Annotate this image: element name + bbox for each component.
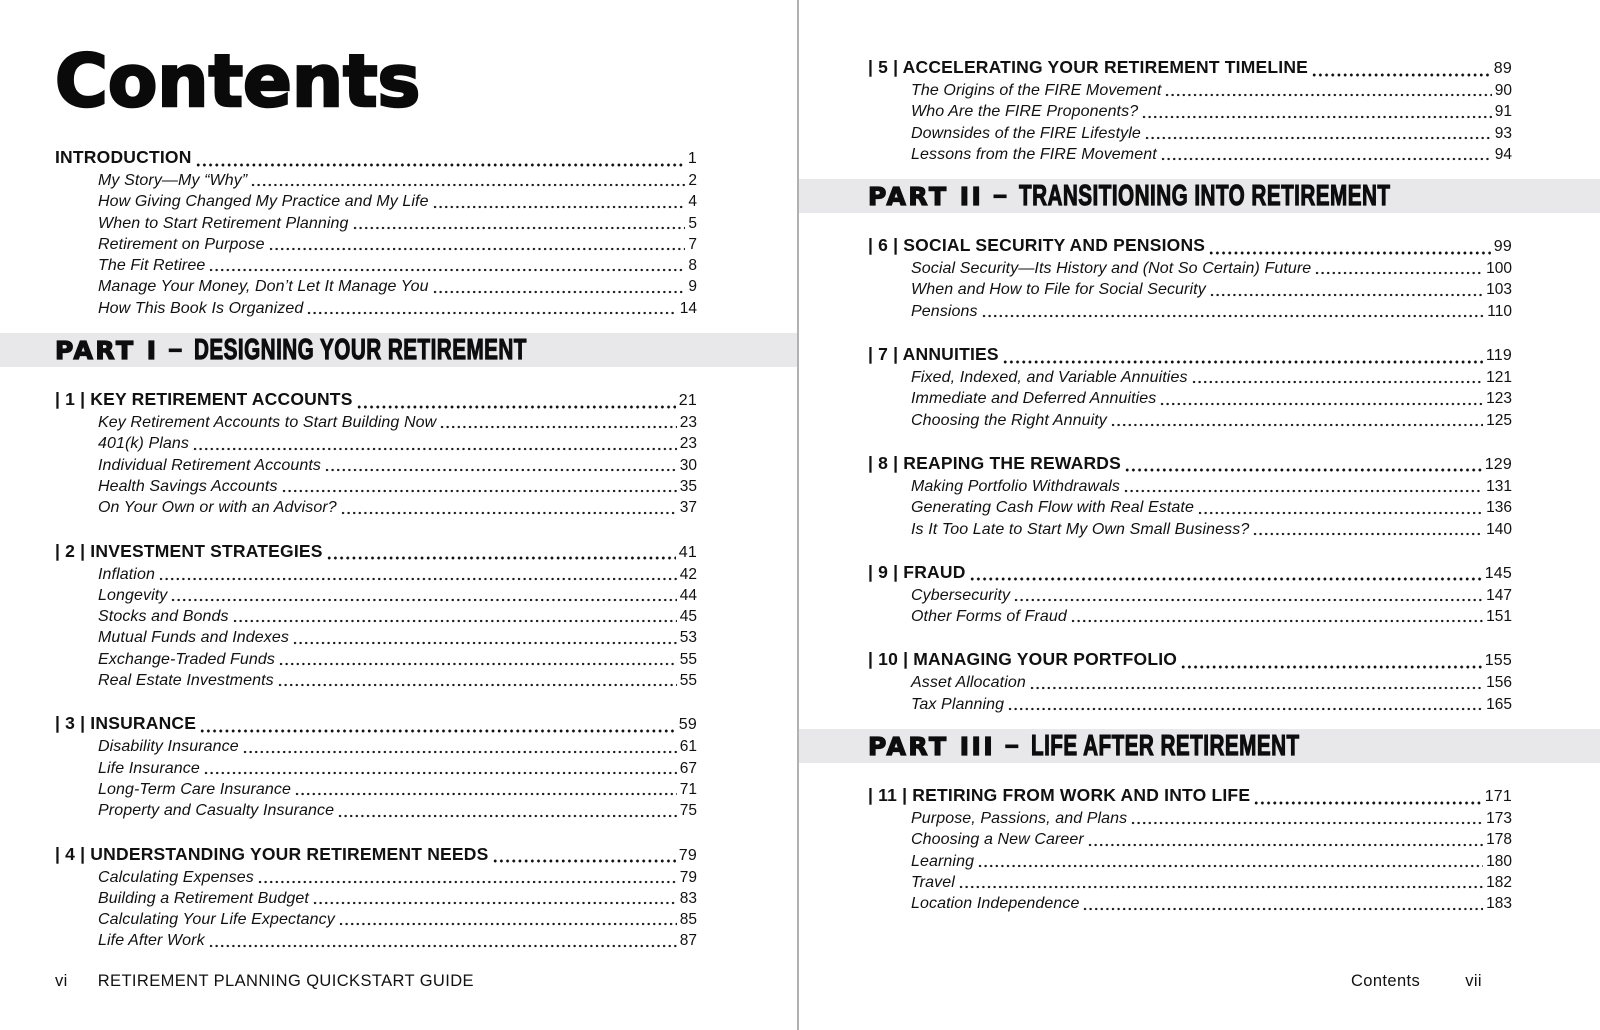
dot-leader: [171, 597, 676, 603]
page-number: 85: [679, 911, 697, 929]
item-title: Building a Retirement Budget: [98, 889, 309, 907]
page-number: 178: [1486, 831, 1512, 849]
toc-chapter-heading: [868, 234, 1512, 258]
item-title: Exchange-Traded Funds: [98, 650, 276, 668]
dot-leader: [353, 225, 686, 231]
page-number: 180: [1486, 852, 1512, 870]
page-number: 37: [679, 499, 697, 517]
dot-leader: [258, 879, 677, 885]
chapter-title: | 7 | ANNUITIES: [868, 344, 999, 365]
item-title: Calculating Expenses: [98, 868, 254, 886]
toc-chapter-heading: [868, 56, 1512, 80]
chapter-items: [868, 585, 1512, 628]
item-title: Location Independence: [911, 895, 1080, 913]
part-title: TRANSITIONING INTO RETIREMENT: [1018, 178, 1391, 212]
toc-item: [55, 670, 697, 691]
chapter-title: | 1 | KEY RETIREMENT ACCOUNTS: [55, 389, 353, 410]
toc-item: [868, 101, 1512, 122]
toc-chapter-heading: [868, 343, 1512, 367]
toc-item: [868, 808, 1512, 829]
page-number: 183: [1486, 895, 1512, 913]
toc-chapter-heading: [55, 388, 697, 412]
toc-chapter: [55, 843, 697, 952]
page-number: 21: [678, 392, 697, 410]
right-page: [799, 0, 1600, 1030]
toc-item: [868, 279, 1512, 300]
toc-item: [55, 585, 697, 606]
page-number: 147: [1486, 586, 1512, 604]
toc-item: [55, 909, 697, 930]
dot-leader: [327, 555, 676, 561]
dot-leader: [433, 289, 686, 295]
dot-leader: [493, 858, 676, 864]
dot-leader: [1142, 114, 1492, 120]
dot-leader: [1160, 401, 1483, 407]
toc-chapter: [55, 146, 697, 319]
chapter-items: [55, 867, 697, 952]
dot-leader: [970, 576, 1482, 582]
chapter-title: | 8 | REAPING THE REWARDS: [868, 452, 1122, 473]
chapter-title: | 3 | INSURANCE: [55, 713, 197, 734]
page-number: 119: [1485, 347, 1512, 365]
toc-item: [55, 649, 697, 670]
toc-item: [868, 519, 1512, 540]
toc-item: [55, 800, 697, 821]
page-number: 42: [679, 565, 697, 583]
page-number: 99: [1493, 238, 1512, 256]
toc-item: [55, 255, 697, 276]
toc-item: [868, 80, 1512, 101]
toc-item: [868, 476, 1512, 497]
toc-item: [55, 276, 697, 297]
dot-leader: [278, 682, 677, 688]
item-title: The Fit Retiree: [98, 257, 206, 275]
page-number: 103: [1486, 281, 1512, 299]
dot-leader: [313, 900, 677, 906]
dot-leader: [307, 310, 676, 316]
toc-item: [868, 893, 1512, 914]
item-title: 401(k) Plans: [98, 435, 190, 453]
dot-leader: [193, 446, 677, 452]
page-number: 136: [1486, 499, 1512, 517]
dot-leader: [1210, 292, 1483, 298]
toc-item: [55, 234, 697, 255]
chapter-title: | 10 | MANAGING YOUR PORTFOLIO: [868, 649, 1178, 670]
page-number: 79: [679, 868, 697, 886]
dot-leader: [959, 884, 1483, 890]
dot-leader: [1008, 706, 1483, 712]
toc-item: [55, 433, 697, 454]
page-number: 55: [679, 672, 697, 690]
item-title: Pensions: [911, 302, 978, 320]
page-title: Contents: [55, 39, 421, 123]
item-title: Asset Allocation: [911, 674, 1026, 692]
page-number: 71: [679, 780, 697, 798]
page-number: 93: [1494, 124, 1512, 142]
page-number: 125: [1486, 411, 1512, 429]
toc-item: [868, 497, 1512, 518]
toc-item: [868, 672, 1512, 693]
dot-leader: [209, 943, 677, 949]
item-title: Key Retirement Accounts to Start Building Now: [98, 414, 437, 432]
toc-chapter-heading: [55, 712, 697, 736]
page-number: 9: [688, 278, 697, 296]
dot-leader: [1003, 359, 1483, 365]
toc-item: [868, 606, 1512, 627]
page-number: 155: [1484, 652, 1512, 670]
part-dash: –: [168, 336, 182, 364]
page-number: 165: [1486, 695, 1512, 713]
toc-item: [868, 851, 1512, 872]
page-number: 171: [1484, 788, 1512, 806]
chapter-items: [55, 170, 697, 319]
right-toc: [868, 56, 1512, 915]
chapter-items: [55, 736, 697, 821]
dot-leader: [1111, 422, 1483, 428]
running-title: RETIREMENT PLANNING QUICKSTART GUIDE: [97, 972, 474, 990]
dot-leader: [282, 488, 677, 494]
page-number: 87: [679, 932, 697, 950]
toc-chapter: [868, 561, 1512, 628]
dot-leader: [1014, 597, 1483, 603]
part-label: PART I: [55, 335, 159, 365]
dot-leader: [1209, 250, 1491, 256]
item-title: Disability Insurance: [98, 738, 239, 756]
item-title: Property and Casualty Insurance: [98, 802, 335, 820]
item-title: Inflation: [98, 565, 155, 583]
chapter-items: [55, 412, 697, 518]
item-title: Choosing a New Career: [911, 831, 1084, 849]
toc-item: [55, 867, 697, 888]
dot-leader: [243, 749, 677, 755]
item-title: Generating Cash Flow with Real Estate: [911, 499, 1194, 517]
page-number: 30: [679, 456, 697, 474]
item-title: Tax Planning: [911, 695, 1005, 713]
toc-chapter: [868, 452, 1512, 540]
item-title: Social Security—Its History and (Not So Certain) Future: [911, 260, 1312, 278]
toc-chapter-heading: [868, 452, 1512, 476]
toc-item: [55, 606, 697, 627]
toc-item: [868, 410, 1512, 431]
toc-item: [55, 627, 697, 648]
toc-item: [55, 888, 697, 909]
chapter-items: [55, 564, 697, 692]
chapter-items: [868, 672, 1512, 715]
toc-item: [55, 476, 697, 497]
chapter-title: INTRODUCTION: [55, 147, 192, 167]
toc-item: [55, 191, 697, 212]
part-dash: –: [1005, 732, 1019, 760]
page-number: 79: [678, 846, 697, 864]
dot-leader: [357, 404, 676, 410]
toc-item: [868, 585, 1512, 606]
item-title: Downsides of the FIRE Lifestyle: [911, 124, 1141, 142]
item-title: On Your Own or with an Advisor?: [98, 499, 337, 517]
page-number: 110: [1487, 302, 1512, 320]
toc-item: [55, 170, 697, 191]
page-number: 35: [679, 477, 697, 495]
item-title: Calculating Your Life Expectancy: [98, 911, 335, 929]
toc-item: [55, 455, 697, 476]
dot-leader: [293, 640, 677, 646]
page-number: 123: [1486, 390, 1512, 408]
folio-left: vi: [55, 972, 68, 990]
item-title: Retirement on Purpose: [98, 235, 265, 253]
chapter-title: | 2 | INVESTMENT STRATEGIES: [55, 540, 323, 561]
item-title: When and How to File for Social Security: [911, 281, 1206, 299]
part-heading-band: [0, 333, 797, 367]
toc-item: [868, 694, 1512, 715]
page-number: 173: [1486, 810, 1512, 828]
item-title: My Story—My “Why”: [98, 172, 248, 189]
toc-chapter: [868, 784, 1512, 914]
part-heading-band: [799, 729, 1600, 763]
item-title: Travel: [911, 873, 955, 891]
toc-chapter: [55, 712, 697, 821]
item-title: Is It Too Late to Start My Own Small Business?: [911, 520, 1250, 538]
chapter-title: | 4 | UNDERSTANDING YOUR RETIREMENT NEEDS: [55, 843, 489, 864]
running-label: Contents: [1350, 972, 1421, 990]
page-number: 1: [687, 150, 697, 167]
dot-leader: [1253, 531, 1483, 537]
chapter-items: [868, 476, 1512, 540]
part-title: LIFE AFTER RETIREMENT: [1030, 728, 1300, 761]
dot-leader: [1198, 510, 1483, 516]
dot-leader: [1315, 270, 1483, 276]
page-number: 23: [679, 435, 697, 453]
item-title: Real Estate Investments: [98, 672, 274, 690]
page-number: 41: [678, 543, 697, 561]
dot-leader: [159, 576, 677, 582]
left-page: [0, 0, 797, 1030]
page-number: 53: [679, 629, 697, 647]
chapter-title: | 9 | FRAUD: [868, 561, 966, 582]
page-number: 90: [1494, 82, 1512, 99]
dot-leader: [1145, 135, 1492, 141]
dot-leader: [1192, 379, 1484, 385]
dot-leader: [1131, 820, 1483, 826]
page-number: 156: [1486, 674, 1512, 692]
page-number: 23: [679, 414, 697, 432]
toc-item: [55, 736, 697, 757]
chapter-title: | 6 | SOCIAL SECURITY AND PENSIONS: [868, 235, 1206, 256]
item-title: Stocks and Bonds: [98, 608, 229, 626]
dot-leader: [209, 267, 685, 273]
page-number: 91: [1494, 103, 1512, 121]
dot-leader: [1071, 618, 1483, 624]
toc-item: [55, 564, 697, 585]
toc-item: [55, 930, 697, 951]
toc-item: [868, 258, 1512, 279]
page-number: 5: [688, 214, 697, 232]
page-number: 100: [1486, 260, 1512, 278]
dot-leader: [982, 313, 1485, 319]
toc-chapter: [55, 540, 697, 692]
item-title: Other Forms of Fraud: [911, 608, 1067, 626]
page-number: 45: [679, 608, 697, 626]
chapter-items: [868, 808, 1512, 914]
item-title: Immediate and Deferred Annuities: [911, 390, 1157, 408]
toc-chapter-heading: [55, 540, 697, 564]
dot-leader: [1030, 685, 1483, 691]
toc-item: [55, 298, 697, 319]
dot-leader: [196, 162, 685, 168]
toc-chapter-heading: [868, 648, 1512, 672]
dot-leader: [338, 813, 677, 819]
dot-leader: [204, 770, 677, 776]
page-number: 83: [679, 889, 697, 907]
toc-item: [55, 213, 697, 234]
folio-right: vii: [1465, 972, 1482, 990]
toc-item: [868, 388, 1512, 409]
part-title: DESIGNING YOUR RETIREMENT: [193, 332, 527, 365]
dot-leader: [339, 921, 677, 927]
page-number: 2: [688, 172, 697, 189]
page-number: 14: [679, 299, 697, 317]
page-number: 8: [688, 257, 697, 275]
item-title: Cybersecurity: [911, 586, 1011, 604]
part-dash: –: [993, 182, 1007, 210]
item-title: Life Insurance: [98, 759, 200, 777]
item-title: Who Are the FIRE Proponents?: [911, 103, 1139, 121]
page-number: 121: [1486, 369, 1512, 387]
item-title: Fixed, Indexed, and Variable Annuities: [911, 369, 1188, 387]
part-label: PART II: [868, 181, 984, 211]
toc-chapter: [868, 343, 1512, 431]
dot-leader: [1312, 72, 1491, 78]
toc-chapter: [868, 234, 1512, 322]
chapter-items: [868, 80, 1512, 165]
dot-leader: [200, 728, 676, 734]
item-title: The Origins of the FIRE Movement: [911, 82, 1162, 99]
toc-chapter: [55, 388, 697, 518]
item-title: Lessons from the FIRE Movement: [911, 145, 1157, 163]
dot-leader: [341, 510, 677, 516]
toc-chapter: [868, 648, 1512, 715]
dot-leader: [1088, 842, 1483, 848]
right-footer: [868, 972, 1512, 991]
item-title: Manage Your Money, Don’t Let It Manage You: [98, 278, 429, 296]
toc-item: [55, 497, 697, 518]
item-title: Individual Retirement Accounts: [98, 456, 321, 474]
toc-item: [55, 758, 697, 779]
toc-chapter-heading: [55, 146, 697, 170]
item-title: Longevity: [98, 586, 168, 604]
left-toc: [55, 146, 697, 952]
chapter-title: | 11 | RETIRING FROM WORK AND INTO LIFE: [868, 785, 1251, 806]
toc-chapter: [868, 56, 1512, 165]
part-label: PART III: [868, 731, 996, 761]
item-title: Life After Work: [98, 932, 205, 950]
dot-leader: [279, 661, 677, 667]
page-number: 140: [1486, 520, 1512, 538]
page-number: 94: [1494, 145, 1512, 163]
page-number: 89: [1493, 60, 1512, 77]
chapter-items: [868, 367, 1512, 431]
dot-leader: [233, 618, 677, 624]
toc-item: [868, 872, 1512, 893]
item-title: Health Savings Accounts: [98, 477, 278, 495]
page-number: 67: [679, 759, 697, 777]
dot-leader: [440, 424, 676, 430]
dot-leader: [1181, 664, 1482, 670]
toc-item: [868, 829, 1512, 850]
left-footer: [55, 972, 697, 991]
item-title: Learning: [911, 852, 975, 870]
toc-item: [868, 144, 1512, 165]
item-title: Making Portfolio Withdrawals: [911, 477, 1120, 495]
item-title: Mutual Funds and Indexes: [98, 629, 289, 647]
page-number: 44: [679, 586, 697, 604]
toc-chapter-heading: [868, 561, 1512, 585]
page-number: 59: [678, 716, 697, 734]
item-title: Choosing the Right Annuity: [911, 411, 1107, 429]
chapter-items: [868, 258, 1512, 322]
dot-leader: [1083, 906, 1483, 912]
page-number: 131: [1486, 477, 1512, 495]
item-title: Long-Term Care Insurance: [98, 780, 292, 798]
page-number: 151: [1486, 608, 1512, 626]
dot-leader: [251, 182, 685, 188]
page-number: 75: [679, 802, 697, 820]
toc-item: [55, 779, 697, 800]
page-number: 129: [1484, 455, 1512, 473]
part-heading-band: [799, 179, 1600, 213]
chapter-title: | 5 | ACCELERATING YOUR RETIREMENT TIMELINE: [868, 57, 1309, 77]
dot-leader: [295, 791, 677, 797]
page-number: 55: [679, 650, 697, 668]
page-number: 182: [1486, 873, 1512, 891]
dot-leader: [1124, 488, 1483, 494]
dot-leader: [1161, 156, 1492, 162]
toc-item: [868, 123, 1512, 144]
page-number: 7: [688, 235, 697, 253]
toc-chapter-heading: [55, 843, 697, 867]
dot-leader: [1125, 467, 1482, 473]
dot-leader: [433, 204, 686, 210]
item-title: How Giving Changed My Practice and My Life: [98, 193, 429, 211]
dot-leader: [269, 246, 686, 252]
page-number: 61: [679, 738, 697, 756]
item-title: Purpose, Passions, and Plans: [911, 810, 1128, 828]
item-title: How This Book Is Organized: [98, 299, 304, 317]
dot-leader: [978, 863, 1483, 869]
toc-chapter-heading: [868, 784, 1512, 808]
dot-leader: [1165, 92, 1491, 98]
page-number: 145: [1484, 564, 1512, 582]
item-title: When to Start Retirement Planning: [98, 214, 349, 232]
dot-leader: [325, 467, 677, 473]
page-number: 4: [688, 193, 697, 211]
dot-leader: [1254, 800, 1482, 806]
toc-item: [55, 412, 697, 433]
toc-item: [868, 367, 1512, 388]
toc-item: [868, 301, 1512, 322]
